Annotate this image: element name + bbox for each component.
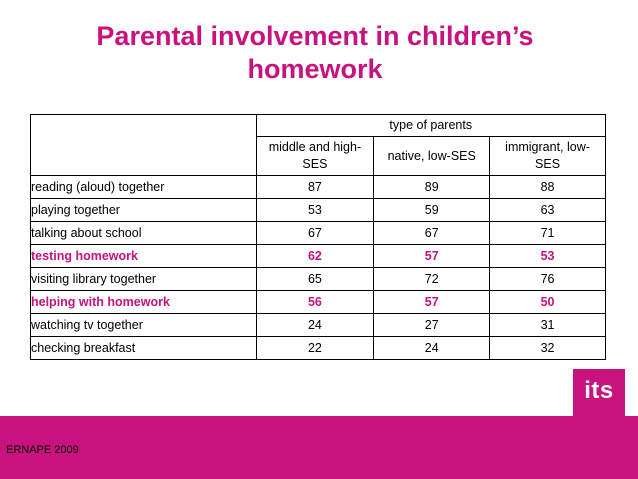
row-label: reading (aloud) together [31, 176, 257, 199]
row-value: 67 [256, 222, 374, 245]
its-logo: its [573, 369, 625, 416]
row-label: testing homework [31, 245, 257, 268]
row-value: 89 [374, 176, 490, 199]
row-value: 72 [374, 268, 490, 291]
row-value: 53 [490, 245, 606, 268]
table-row [31, 245, 606, 268]
row-label: talking about school [31, 222, 257, 245]
row-value: 62 [256, 245, 374, 268]
column-header-native-low-ses: native, low-SES [374, 137, 490, 176]
footer-text: ERNAPE 2009 [6, 444, 79, 456]
row-label: helping with homework [31, 291, 257, 314]
row-value: 67 [374, 222, 490, 245]
row-value: 50 [490, 291, 606, 314]
table-body [31, 176, 606, 360]
row-value: 32 [490, 337, 606, 360]
row-value: 31 [490, 314, 606, 337]
row-value: 57 [374, 291, 490, 314]
group-header-row [31, 115, 606, 137]
table-row [31, 337, 606, 360]
row-value: 57 [374, 245, 490, 268]
involvement-table [30, 114, 606, 360]
row-value: 71 [490, 222, 606, 245]
row-value: 24 [256, 314, 374, 337]
footer-bar [0, 416, 638, 479]
row-value: 22 [256, 337, 374, 360]
row-value: 76 [490, 268, 606, 291]
empty-corner-cell [31, 115, 257, 176]
row-label: watching tv together [31, 314, 257, 337]
column-header-immigrant-low-ses: immigrant, low-SES [490, 137, 606, 176]
row-value: 63 [490, 199, 606, 222]
row-value: 53 [256, 199, 374, 222]
row-value: 59 [374, 199, 490, 222]
row-value: 27 [374, 314, 490, 337]
table-row [31, 291, 606, 314]
row-label: visiting library together [31, 268, 257, 291]
row-value: 88 [490, 176, 606, 199]
row-value: 56 [256, 291, 374, 314]
row-value: 65 [256, 268, 374, 291]
table-row [31, 222, 606, 245]
row-value: 87 [256, 176, 374, 199]
row-value: 24 [374, 337, 490, 360]
row-label: playing together [31, 199, 257, 222]
table-row [31, 176, 606, 199]
table-row [31, 268, 606, 291]
row-label: checking breakfast [31, 337, 257, 360]
table-row [31, 314, 606, 337]
slide-title: Parental involvement in children’s homework [96, 21, 534, 84]
table-row [31, 199, 606, 222]
column-header-middle-high-ses: middle and high-SES [256, 137, 374, 176]
group-header: type of parents [256, 115, 605, 137]
